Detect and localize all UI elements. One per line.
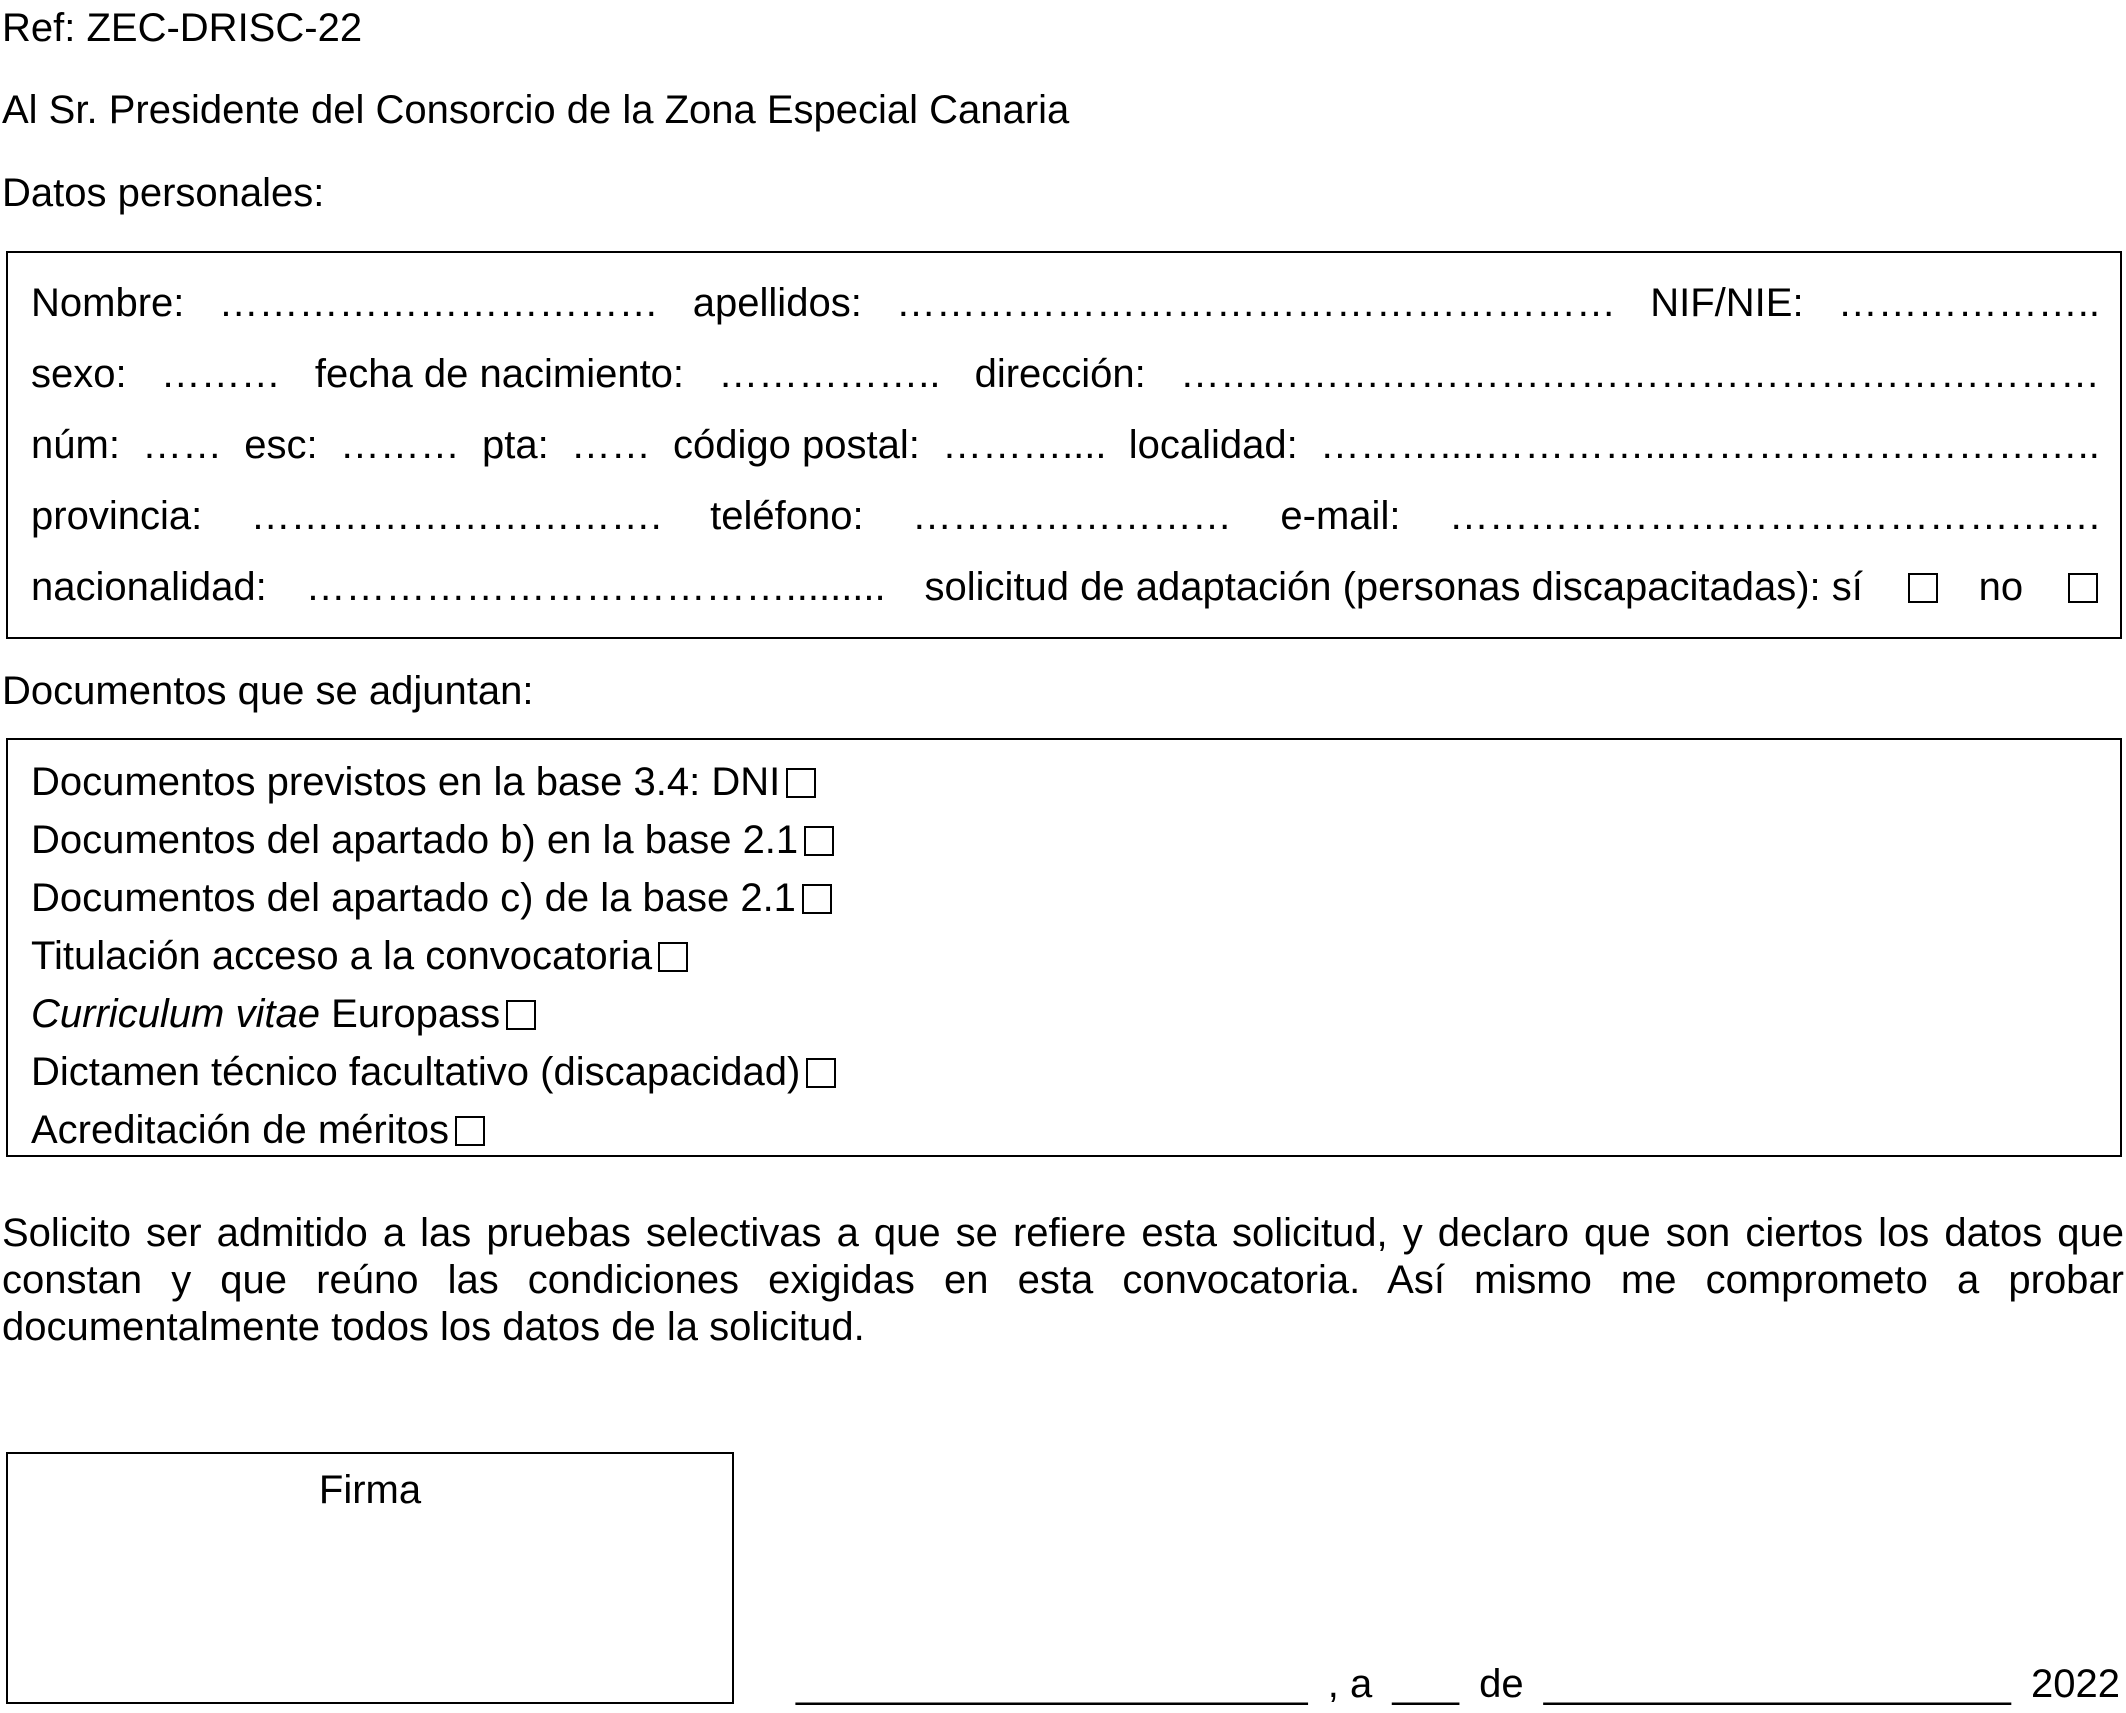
localidad-label: localidad:: [1128, 423, 1298, 467]
document-cv-checkbox[interactable]: [506, 1000, 536, 1030]
a-text: , a: [1327, 1662, 1373, 1706]
personal-data-heading: Datos personales:: [2, 171, 325, 215]
row-nationality: [31, 567, 2100, 607]
document-apartado-b-checkbox[interactable]: [804, 826, 834, 856]
document-meritos-checkbox[interactable]: [455, 1116, 485, 1146]
document-label: Documentos previstos en la base 3.4: DNI: [31, 760, 781, 804]
esc-field[interactable]: ………: [339, 423, 460, 467]
document-item: [31, 878, 834, 918]
pta-label: pta:: [481, 423, 549, 467]
nombre-label: Nombre:: [31, 281, 185, 325]
adaptacion-no-label: no: [1978, 565, 2024, 609]
document-titulacion-checkbox[interactable]: [658, 942, 688, 972]
document-label: Documentos del apartado c) de la base 2.1: [31, 876, 796, 920]
sexo-field[interactable]: ………: [160, 352, 281, 396]
document-label: Titulación acceso a la convocatoria: [31, 934, 653, 978]
day-blank[interactable]: ___: [1392, 1662, 1460, 1706]
reference-number: Ref: ZEC-DRISC-22: [2, 6, 363, 50]
document-item: [31, 1052, 838, 1092]
num-field[interactable]: ……: [142, 423, 223, 467]
esc-label: esc:: [244, 423, 318, 467]
documents-box: [6, 738, 2122, 1157]
apellidos-label: apellidos:: [692, 281, 862, 325]
telefono-label: teléfono:: [710, 494, 864, 538]
month-blank[interactable]: _____________________: [1543, 1662, 2011, 1706]
document-item: [31, 1110, 487, 1150]
de-text: de: [1479, 1662, 1524, 1706]
email-label: e-mail:: [1280, 494, 1401, 538]
document-label: Dictamen técnico facultativo (discapacidad): [31, 1050, 801, 1094]
localidad-field[interactable]: ………....…………...…………………………..: [1319, 423, 2100, 467]
row-birth: [31, 354, 2100, 394]
documents-heading: Documentos que se adjuntan:: [2, 669, 534, 713]
adaptacion-si-checkbox[interactable]: [1908, 573, 1938, 603]
adaptacion-no-checkbox[interactable]: [2068, 573, 2098, 603]
fecha-field[interactable]: ……………..: [718, 352, 941, 396]
document-apartado-c-checkbox[interactable]: [802, 884, 832, 914]
provincia-label: provincia:: [31, 494, 203, 538]
document-label: Acreditación de méritos: [31, 1108, 449, 1152]
sexo-label: sexo:: [31, 352, 127, 396]
apellidos-field[interactable]: ………………………………………………: [896, 281, 1617, 325]
provincia-field[interactable]: ………………………….: [250, 494, 662, 538]
declaration-paragraph: Solicito ser admitido a las pruebas selectivas a que se refiere esta solicitud, y declaro que son ciertos los datos que constan y que reúno las condiciones exigidas en esta convocatoria. Así mismo me comprometo a probar documentalmente todos los datos de la solicitud.: [2, 1211, 2124, 1349]
place-date-line: [796, 1664, 2120, 1704]
nif-label: NIF/NIE:: [1650, 281, 1804, 325]
direccion-label: dirección:: [974, 352, 1146, 396]
adaptacion-label: solicitud de adaptación (personas discapacitadas): sí: [924, 565, 1863, 609]
row-contact: [31, 496, 2100, 536]
year-text: 2022: [2030, 1662, 2120, 1706]
row-address: [31, 425, 2100, 465]
row-name: [31, 283, 2100, 323]
codigo-postal-label: código postal:: [673, 423, 920, 467]
nacionalidad-field[interactable]: ……………………………….........: [305, 565, 886, 609]
nombre-field[interactable]: ……………………………: [218, 281, 659, 325]
place-blank[interactable]: _______________________: [796, 1662, 1308, 1706]
signature-box[interactable]: [6, 1452, 734, 1704]
codigo-postal-field[interactable]: ………....: [942, 423, 1107, 467]
document-label: Documentos del apartado b) en la base 2.1: [31, 818, 799, 862]
pta-field[interactable]: ……: [570, 423, 651, 467]
document-item: [31, 994, 538, 1034]
num-label: núm:: [31, 423, 120, 467]
signature-label: Firma: [318, 1468, 422, 1512]
nacionalidad-label: nacionalidad:: [31, 565, 267, 609]
nif-field[interactable]: ………………..: [1837, 281, 2100, 325]
cv-italic-label: Curriculum vitae: [31, 992, 320, 1036]
email-field[interactable]: ………………………………………….: [1448, 494, 2100, 538]
addressee: Al Sr. Presidente del Consorcio de la Zona Especial Canaria: [2, 88, 1070, 132]
document-item: [31, 762, 818, 802]
document-dni-checkbox[interactable]: [786, 768, 816, 798]
document-item: [31, 936, 690, 976]
document-dictamen-checkbox[interactable]: [806, 1058, 836, 1088]
personal-data-box: [6, 251, 2122, 639]
telefono-field[interactable]: ……………………: [912, 494, 1233, 538]
fecha-label: fecha de nacimiento:: [314, 352, 685, 396]
cv-label: Europass: [331, 992, 501, 1036]
document-item: [31, 820, 836, 860]
direccion-field[interactable]: ……………………………………………………………: [1179, 352, 2100, 396]
